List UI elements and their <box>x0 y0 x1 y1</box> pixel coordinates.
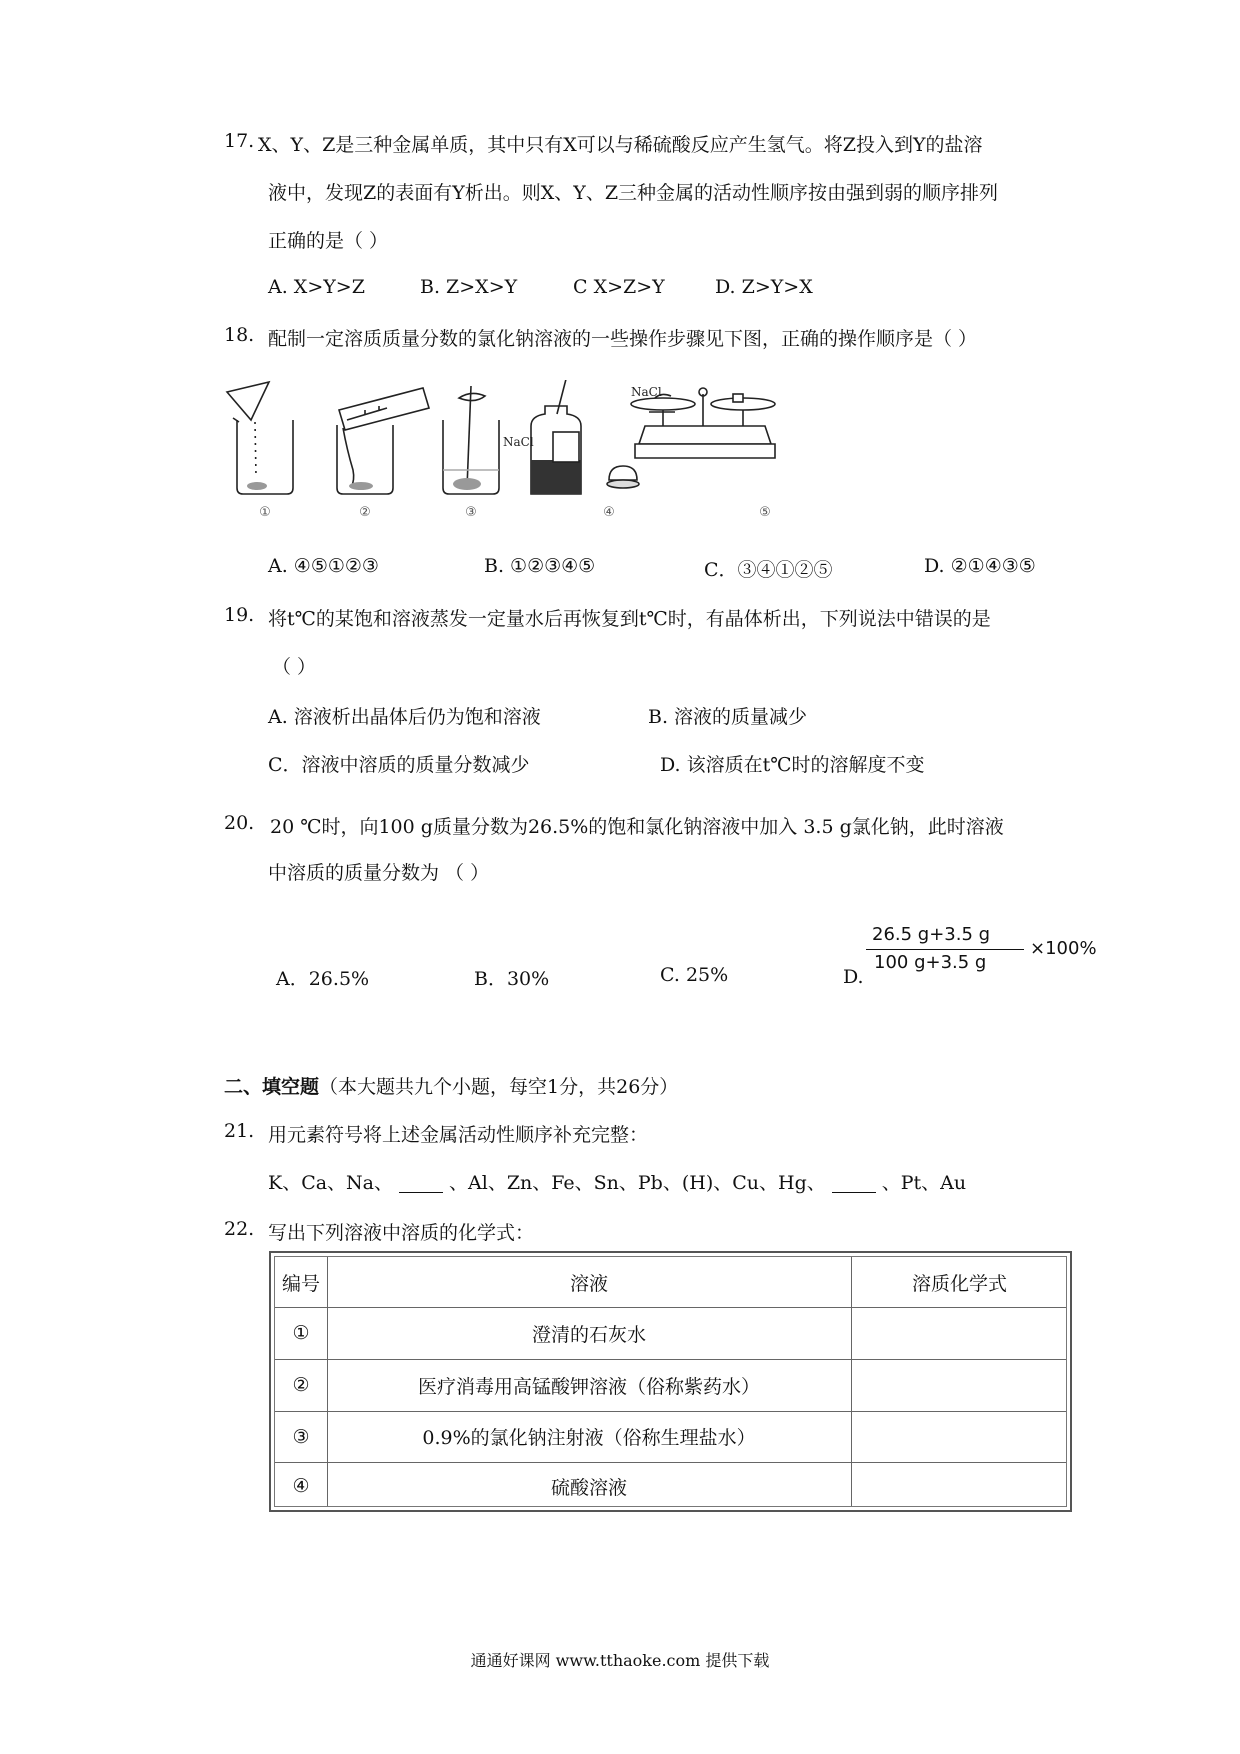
q17-line3: 正确的是（ ） <box>268 230 389 252</box>
q20-line2: 中溶质的质量分数为 （ ） <box>268 862 490 884</box>
q20-option-b[interactable]: B．30% <box>474 968 550 990</box>
nacl-bottle-icon <box>531 380 639 494</box>
q20-line1: 20 ℃时，向100 g质量分数为26.5%的饱和氯化钠溶液中加入 3.5 g氯化钠，此时溶液 <box>270 816 1004 838</box>
fraction-bar <box>866 949 1024 950</box>
q20-number: 20. <box>224 812 255 834</box>
beaker-stirring-icon <box>443 386 499 494</box>
section2-note: （本大题共九个小题，每空1分，共26分） <box>319 1076 679 1098</box>
table-row-1-number: ① <box>292 1322 310 1344</box>
q19-option-b[interactable]: B. 溶液的质量减少 <box>648 706 808 728</box>
q17-option-d[interactable]: D. Z>Y>X <box>715 276 813 298</box>
q18-option-a[interactable]: A. ④⑤①②③ <box>268 555 379 577</box>
q17-option-c[interactable]: C X>Z>Y <box>573 276 665 298</box>
q21-seq-b: 、Al、Zn、Fe、Sn、Pb、(H)、Cu、Hg、 <box>449 1172 826 1194</box>
page-footer: 通通好课网 www.tthaoke.com 提供下载 <box>470 1651 770 1670</box>
figure-label-1: ① <box>259 505 271 520</box>
q21-seq-c: 、Pt、Au <box>881 1172 967 1194</box>
q19-line1: 将t℃的某饱和溶液蒸发一定量水后再恢复到t℃时，有晶体析出，下列说法中错误的是 <box>268 608 991 630</box>
table-row-4-number: ④ <box>292 1475 310 1497</box>
q22-number: 22. <box>224 1218 255 1240</box>
q19-option-a[interactable]: A. 溶液析出晶体后仍为饱和溶液 <box>268 706 541 728</box>
table-row-1-solution: 澄清的石灰水 <box>531 1323 646 1346</box>
q18-option-c[interactable]: C．③④①②⑤ <box>704 559 833 581</box>
table-header-formula: 溶质化学式 <box>911 1272 1007 1295</box>
q18-line1: 配制一定溶质质量分数的氯化钠溶液的一些操作步骤见下图，正确的操作顺序是（ ） <box>268 328 978 350</box>
q17-number: 17. <box>224 130 255 152</box>
nacl-balance-label: NaCl <box>631 385 662 399</box>
beaker-paper-icon <box>227 382 293 494</box>
q17-line2: 液中，发现Z的表面有Y析出。则X、Y、Z三种金属的活动性顺序按由强到弱的顺序排列 <box>268 182 999 204</box>
q18-option-b[interactable]: B. ①②③④⑤ <box>484 555 596 577</box>
table-header-solution: 溶液 <box>569 1272 608 1295</box>
q22-line1: 写出下列溶液中溶质的化学式： <box>268 1222 535 1244</box>
q19-option-c[interactable]: C．溶液中溶质的质量分数减少 <box>268 754 530 776</box>
fraction-multiplier: ×100% <box>1030 938 1097 959</box>
q21-sequence <box>268 1168 966 1195</box>
q21-line1: 用元素符号将上述金属活动性顺序补充完整： <box>268 1124 649 1146</box>
figure-label-3: ③ <box>465 505 477 520</box>
section2-title: 二、填空题 <box>224 1076 320 1098</box>
table-row-3-number: ③ <box>292 1425 310 1448</box>
q18-option-d[interactable]: D. ②①④③⑤ <box>924 555 1036 577</box>
figure-label-5: ⑤ <box>759 505 771 520</box>
q17-line1: X、Y、Z是三种金属单质，其中只有X可以与稀硫酸反应产生氢气。将Z投入到Y的盐溶 <box>258 134 983 156</box>
section2-heading <box>224 1072 678 1099</box>
q20-option-d[interactable]: D. <box>843 966 864 988</box>
q19-option-d[interactable]: D. 该溶质在t℃时的溶解度不变 <box>660 754 925 776</box>
table-row-2-solution: 医疗消毒用高锰酸钾溶液（俗称紫药水） <box>417 1375 760 1398</box>
fraction-numerator: 26.5 g+3.5 g <box>872 924 991 945</box>
q17-option-b[interactable]: B. Z>X>Y <box>420 276 518 298</box>
table-row-4-formula[interactable] <box>851 1462 1068 1510</box>
solute-table <box>269 1251 1072 1512</box>
q20-option-c[interactable]: C. 25% <box>660 964 729 986</box>
figure-label-2: ② <box>359 505 371 520</box>
q21-number: 21. <box>224 1120 255 1142</box>
table-header-number: 编号 <box>281 1272 320 1295</box>
q21-seq-a: K、Ca、Na、 <box>268 1172 394 1194</box>
table-row-4-solution: 硫酸溶液 <box>550 1476 627 1499</box>
q18-lab-figure <box>225 380 845 530</box>
q19-number: 19. <box>224 604 255 626</box>
q18-number: 18. <box>224 324 255 346</box>
q21-blank-1[interactable] <box>399 1174 443 1193</box>
q21-blank-2[interactable] <box>832 1174 876 1193</box>
table-row-3-solution: 0.9%的氯化钠注射液（俗称生理盐水） <box>422 1427 756 1449</box>
nacl-bottle-label: NaCl <box>503 435 534 449</box>
q17-option-a[interactable]: A. X>Y>Z <box>268 276 365 298</box>
q20-option-a[interactable]: A．26.5% <box>276 968 370 990</box>
fraction-denominator: 100 g+3.5 g <box>874 952 987 973</box>
beaker-pouring-icon <box>337 388 429 494</box>
table-grid <box>274 1256 1067 1507</box>
table-row-2-number: ② <box>292 1374 310 1396</box>
table-row-3-formula[interactable] <box>851 1411 1068 1462</box>
figure-label-4: ④ <box>603 505 615 520</box>
table-row-1-formula[interactable] <box>851 1307 1068 1359</box>
table-row-2-formula[interactable] <box>851 1359 1068 1411</box>
q19-line2: （ ） <box>272 656 317 678</box>
